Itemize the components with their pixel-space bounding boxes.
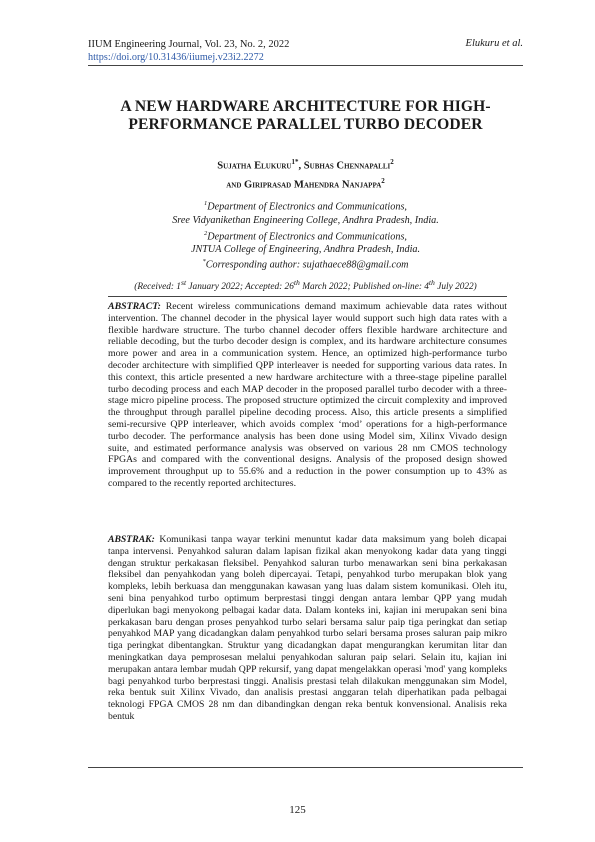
abstract-section xyxy=(108,301,507,490)
abstrak-text: Komunikasi tanpa wayar terkini menuntut kadar data maksimum yang boleh dicapai tanpa intervensi. Penyahkod saluran dalam lapisan fizikal akan menyokong kadar data yang tinggi dengan struktur perkakasan fleksibel. Penyahkod saluran turbo menawarkan seni bina perkakasan fleksibel dan penyahkodan yang boleh dipercayai. Tetapi, penyahkod turbo merupakan blok yang kompleks, lebih berkuasa dan menggunakan kawasan yang luas dalam sistem komunikasi. Oleh itu, seni bina penyahkod turbo optimum berprestasi tinggi dengan antara lembar QPP yang mudah diperlukan bagi menyokong pelbagai kadar data. Dalam konteks ini, kajian ini merupakan seni bina perkakasan baru dengan proses penyahkod turbo selari bersama salur paip tiga peringkat dan setiap penyahkod MAP yang dicadangkan dalam penyahkod turbo selari bersama proses saluran paip mikro tiga peringkat dibentangkan. Struktur yang dicadangkan dapat mengurangkan kerumitan litar dan meningkatkan daya pemprosesan melalui penyahkodan saluran paip selari. Selain itu, kajian ini merupakan antara lembar mudah QPP rekursif, yang dapat mengelakkan operasi 'mod' yang kompleks bagi penyahkod turbo berprestasi tinggi. Analisis prestasi telah dilakukan menggunakan sim Model, reka bentuk suit Xilinx Vivado, dan analisis prestasi anggaran telah diperhatikan pada pelbagai teknologi FPGA CMOS 28 nm dan dibandingkan dengan reka bentuk konvensional. Analisis reka bentuk xyxy=(108,534,507,722)
paper-title xyxy=(88,98,523,134)
author-line-2 xyxy=(88,174,523,193)
received-label: (Received: 1 xyxy=(134,282,181,293)
affiliations xyxy=(88,197,523,257)
title-line-2: PERFORMANCE PARALLEL TURBO DECODER xyxy=(128,116,483,133)
abstract-text: Recent wireless communications demand maximum achievable data rates without intervention. The channel decoder in the physical layer would support such high data rates with a flexible hardware structure. The turbo channel decoder offers flexible hardware architecture and reliable decoding, but the turbo decoder design is complex, and its hardware architecture consumes more power and area in a communication system. Hence, an optimized high-performance turbo decoder architecture with simplified QPP interleaver is needed for supporting various data rates. In this context, this article presented a new hardware architecture with a three-stage pipeline parallel turbo decoding process and each MAP decoder in the proposed parallel turbo decoder with a three-stage micro pipeline process. The proposed structure optimized the circuit complexity and improved the throughput through parallel pipeline decoding process. Also, this article presents a simplified semi-recursive QPP interleaver, which avoids complex ‘mod’ operations for a high-performance turbo decoder. The performance analysis has been done using Model sim, Xilinx Vivado design suite, and estimated performance analysis was observed on various 28 nm CMOS technology FPGAs and compared with the conventional designs. Analysis of the proposed design showed improvement throughput up to 55.6% and a reduction in the power consumption up to 43% as compared to the recently reported architectures. xyxy=(108,301,507,489)
affiliation-1-sup: 1 xyxy=(204,200,208,207)
accepted-rest: March 2022; Published on-line: 4 xyxy=(299,282,429,293)
author-1-sup: 1* xyxy=(291,158,299,166)
affiliation-2-dept-text: Department of Electronics and Communications, xyxy=(207,231,407,243)
abstract-top-divider xyxy=(108,296,507,297)
abstract-label: ABSTRACT: xyxy=(108,301,161,312)
author-2: , Subhas Chennapalli xyxy=(298,160,391,172)
published-sup: th xyxy=(428,278,435,287)
journal-citation: IIUM Engineering Journal, Vol. 23, No. 2, 2022 xyxy=(88,39,290,50)
publication-dates xyxy=(88,278,523,292)
accepted-sup: th xyxy=(293,278,300,287)
corresponding-text: Corresponding author: sujathaece88@gmail.com xyxy=(205,259,409,271)
corresponding-author xyxy=(88,258,523,270)
author-list xyxy=(88,155,523,192)
author-3: and Giriprasad Mahendra Nanjappa xyxy=(226,179,382,191)
published-rest: July 2022) xyxy=(434,282,477,293)
affiliation-1-dept-text: Department of Electronics and Communications, xyxy=(207,201,407,213)
author-2-sup: 2 xyxy=(390,158,394,166)
affiliation-1-dept xyxy=(88,197,523,214)
page-number: 125 xyxy=(289,804,306,816)
author-3-sup: 2 xyxy=(381,176,385,185)
received-sup: st xyxy=(180,278,187,287)
affiliation-1-inst: Sree Vidyanikethan Engineering College, Andhra Pradesh, India. xyxy=(172,214,439,226)
received-rest: January 2022; Accepted: 26 xyxy=(186,282,294,293)
affiliation-2-sup: 2 xyxy=(204,229,208,237)
author-line-1 xyxy=(88,155,523,174)
header-divider xyxy=(88,65,523,66)
abstrak-section xyxy=(108,534,507,723)
author-1: Sujatha Elukuru xyxy=(217,160,292,172)
running-author: Elukuru et al. xyxy=(465,38,523,49)
title-line-1: A NEW HARDWARE ARCHITECTURE FOR HIGH- xyxy=(120,98,491,115)
affiliation-2-inst: JNTUA College of Engineering, Andhra Pradesh, India. xyxy=(190,244,421,256)
footer-divider xyxy=(88,767,523,768)
doi-link[interactable]: https://doi.org/10.31436/iiumej.v23i2.2272 xyxy=(88,52,264,63)
corresponding-sup: * xyxy=(202,258,206,265)
abstrak-label: ABSTRAK: xyxy=(108,534,155,545)
affiliation-2-dept xyxy=(88,227,523,244)
